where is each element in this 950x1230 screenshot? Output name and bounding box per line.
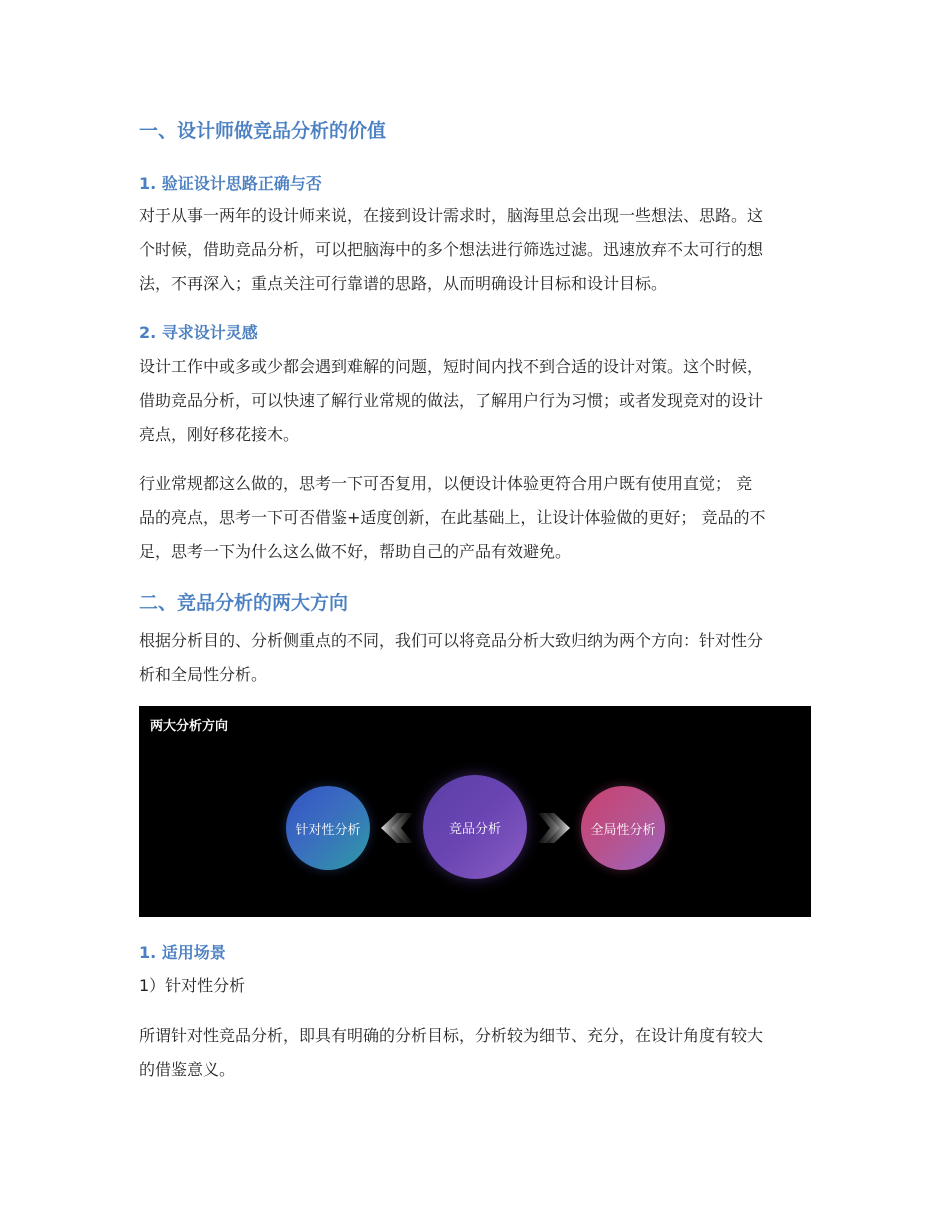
paragraph-line: 行业常规都这么做的，思考一下可否复用，以便设计体验更符合用户既有使用直觉； 竞 [139,474,753,493]
paragraph-line: 析和全局性分析。 [139,665,268,684]
paragraph-line: 亮点，刚好移花接木。 [139,425,300,444]
section-2-intro-paragraph [139,624,811,692]
paragraph-line: 借助竞品分析，可以快速了解行业常规的做法，了解用户行为习惯；或者发现竞对的设计 [139,391,764,410]
paragraph-line: 品的亮点，思考一下可否借鉴+适度创新，在此基础上，让设计体验做的更好； 竞品的不 [139,508,766,527]
paragraph-line: 所谓针对性竞品分析，即具有明确的分析目标，分析较为细节、充分，在设计角度有较大 [139,1026,764,1045]
paragraph-line: 设计工作中或多或少都会遇到难解的问题，短时间内找不到合适的设计对策。这个时候， [139,357,764,376]
analysis-directions-figure [139,706,811,917]
section-1-heading: 一、设计师做竞品分析的价值 [139,120,387,142]
competitor-analysis-circle [423,775,527,879]
targeted-analysis-label: 针对性分析 [295,822,361,838]
targeted-analysis-circle [286,786,370,870]
paragraph-line: 对于从事一两年的设计师来说，在接到设计需求时，脑海里总会出现一些想法、思路。这 [139,206,764,225]
section-2-list-item [139,969,811,1003]
paragraph-line: 根据分析目的、分析侧重点的不同，我们可以将竞品分析大致归纳为两个方向：针对性分 [139,631,764,650]
section-1-sub-1-heading: 1. 验证设计思路正确与否 [139,174,322,193]
figure-title: 两大分析方向 [150,719,229,734]
section-1-sub-2-paragraph [139,350,811,452]
global-analysis-circle [581,786,665,870]
paragraph-line: 法，不再深入；重点关注可行靠谱的思路，从而明确设计目标和设计目标。 [139,274,668,293]
paragraph-line: 个时候，借助竞品分析，可以把脑海中的多个想法进行筛选过滤。迅速放弃不太可行的想 [139,240,764,259]
chevron-right-icon [536,810,572,846]
section-2-heading: 二、竞品分析的两大方向 [139,592,349,614]
competitor-analysis-label: 竞品分析 [448,821,501,837]
section-1-sub-2-heading: 2. 寻求设计灵感 [139,323,258,342]
chevron-left-icon [379,810,415,846]
paragraph-line: 的借鉴意义。 [139,1060,236,1079]
section-2-sub-1-heading: 1. 适用场景 [139,943,226,962]
paragraph-line: 足，思考一下为什么这么做不好，帮助自己的产品有效避免。 [139,542,572,561]
section-1-sub-2-paragraph-2 [139,467,811,569]
list-item: 1）针对性分析 [139,976,246,995]
global-analysis-label: 全局性分析 [590,822,656,838]
section-2-sub-1-paragraph [139,1019,811,1087]
section-1-sub-1-paragraph [139,199,811,301]
